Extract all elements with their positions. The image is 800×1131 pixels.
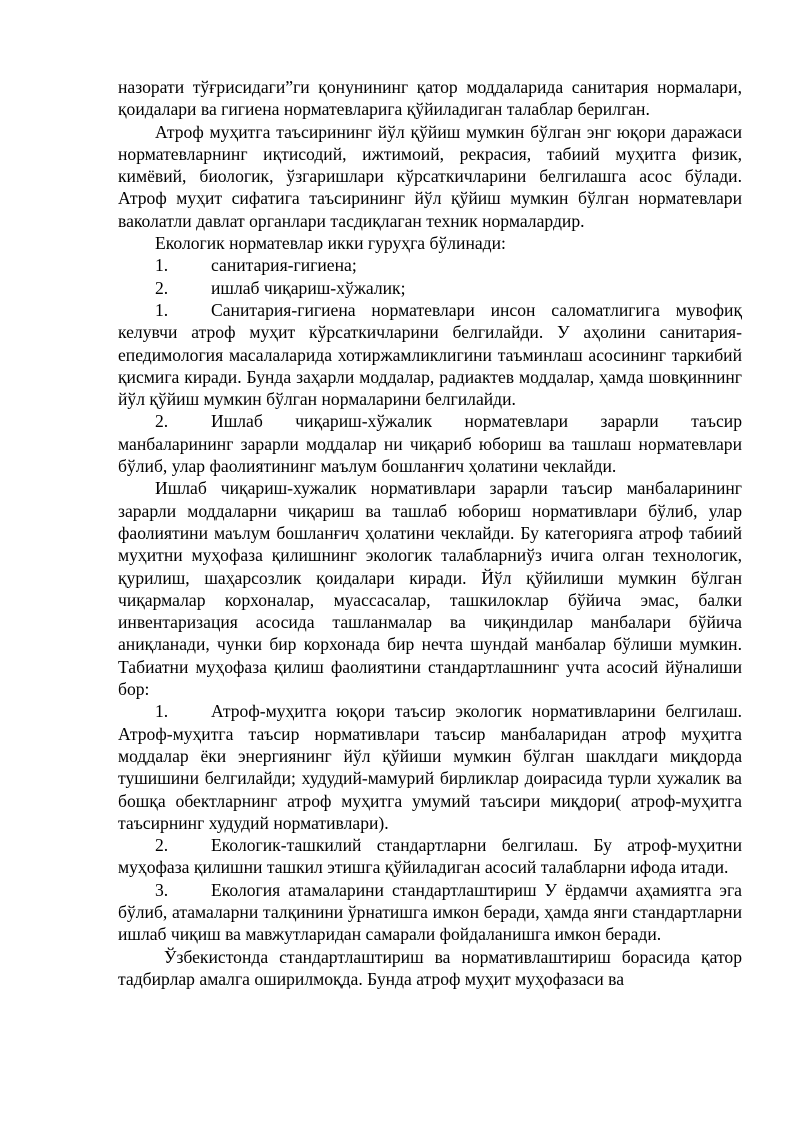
list-item bbox=[118, 700, 742, 834]
list-number: 1. bbox=[155, 701, 169, 722]
list-item bbox=[118, 834, 742, 879]
list-text: Санитария-гигиена норматевлари инсон саломатлигига мувофиқ келувчи атроф муҳит кўрсаткичларини белгилайди. У аҳолини санитария-епедимология масалаларида хотиржамликлигини таъминлаш асосининг таркибий қисмига киради. Бунда заҳарли моддалар, радиактев моддалар, ҳамда шовқиннинг йўл қўйиш мумкин бўлган нормаларини белгилайди. bbox=[118, 299, 742, 410]
list-text: ишлаб чиқариш-хўжалик; bbox=[211, 277, 406, 298]
list-number: 2. bbox=[155, 835, 169, 856]
paragraph-norm-groups: Екологик норматевлар икки гуруҳга бўлинади: bbox=[155, 233, 506, 254]
list-item bbox=[118, 299, 742, 410]
list-text: Екологик-ташкилий стандартларни белгилаш. Бу атроф-муҳитни муҳофаза қилишни ташкил этишга қўйиладиган асосий талабларни ифода итади. bbox=[118, 835, 742, 878]
list-item bbox=[118, 254, 742, 276]
list-text: Атроф-муҳитга юқори таъсир экологик нормативларини белгилаш. Атроф-муҳитга таъсир нормативлари таъсир манбаларидан атроф муҳитга моддалар ёки энергиянинг йўл қўйиши мумкин бўлган шаклдаги миқдорда тушишини белгилайди; худудий-мамурий бирликлар доирасида турли хужалик ва бошқа обектларнинг атроф муҳитга умумий таъсири миқдори( атроф-муҳитга таъсирнинг худудий нормативлари). bbox=[118, 701, 742, 833]
list-number: 1. bbox=[155, 255, 169, 276]
list-text: санитария-гигиена; bbox=[211, 255, 357, 276]
paragraph-uzbekistan: Ўзбекистонда стандартлаштириш ва нормативлаштириш борасида қатор тадбирлар амалга оширилмоқда. Бунда атроф муҳит муҳофазаси ва bbox=[118, 946, 742, 989]
list-number: 1. bbox=[155, 299, 169, 320]
list-text: Екология атамаларини стандартлаштириш У ёрдамчи аҳамиятга эга бўлиб, атамаларни талқинини ўрнатишга имкон беради, ҳамда янги стандартларни ишлаб чиқиш ва мавжутларидан самарали фойдаланишга имкон беради. bbox=[118, 879, 742, 945]
list-item bbox=[118, 410, 742, 477]
list-item bbox=[118, 879, 742, 946]
paragraph-production-norms: Ишлаб чиқариш-хужалик нормативлари зарарли таъсир манбаларининг зарарли моддаларни чиқариш ва ташлаб юбориш нормативлари бўлиб, улар фаолиятини маълум бошланғич ҳолатини чеклайди. Бу категорияга атроф табиий муҳитни муҳофаза қилишнинг экологик талабларниўз ичига олган технологик, қурилиш, шаҳарсозлик қоидалари киради. Йўл қўйилиши мумкин бўлган чиқармалар корхоналар, муассасалар, ташкилоклар бўйича эмас, балки инвентаризация асосида ташланмалар ва чиқиндилар манбалари бўйича аниқланади, чунки бир корхонада бир нечта шундай манбалар бўлиши мумкин. Табиатни муҳофаза қилиш фаолиятини стандартлашнинг учта асосий йўналиши бор: bbox=[118, 478, 742, 700]
list-text: Ишлаб чиқариш-хўжалик норматевлари зарарли таъсир манбаларининг зарарли моддалар ни чиқариб юбориш ва ташлаш норматевлари бўлиб, улар фаолиятининг маълум бошланғич ҳолатини чеклайди. bbox=[118, 411, 742, 477]
list-number: 2. bbox=[155, 411, 169, 432]
paragraph-continuation: назорати тўғрисидаги”ги қонунининг қатор моддаларида санитария нормалари, қоидалари ва гигиена норматевларига қўйиладиган талаблар берилган. bbox=[118, 77, 742, 120]
list-number: 2. bbox=[155, 277, 169, 298]
document-page bbox=[118, 76, 742, 990]
list-item bbox=[118, 277, 742, 299]
paragraph-impact-norms: Атроф муҳитга таъсирининг йўл қўйиш мумкин бўлган энг юқори даражаси норматевларнинг иқтисодий, ижтимоий, рекрасия, табиий муҳитга физик, кимёвий, биологик, ўзгаришлари кўрсаткичларини белгилашга асос бўлади. Атроф муҳит сифатига таъсирининг йўл қўйиш мумкин бўлган норматевлари ваколатли давлат органлари тасдиқлаган техник нормалардир. bbox=[118, 121, 742, 231]
list-number: 3. bbox=[155, 879, 169, 900]
